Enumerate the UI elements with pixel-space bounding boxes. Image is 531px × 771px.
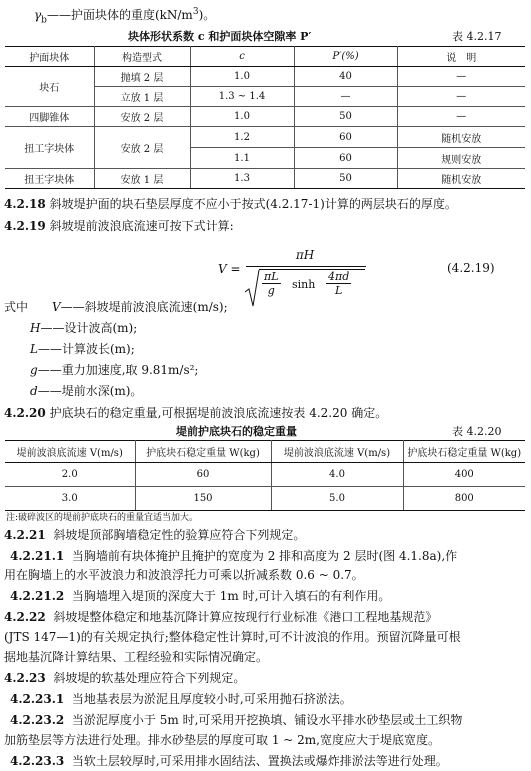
symbol-definition: ——设计波高(m);: [40, 321, 138, 335]
section-text: 斜坡堤顶部胸墙稳定性的验算应符合下列规定。: [53, 528, 306, 542]
table-cell: 抛填 2 层: [94, 67, 190, 87]
table2-note: 注:破碎波区的堤前护底块石的重量宜适当加大。: [6, 513, 199, 523]
table-cell: 1.0: [190, 107, 294, 127]
table-cell: 扭王字块体: [5, 169, 94, 189]
table-cell: 400: [403, 463, 525, 487]
symbol: H: [30, 321, 41, 335]
para-4-2-23: [4, 669, 245, 686]
frac-4pid-over-l: [326, 270, 351, 297]
formula-numerator: [246, 248, 364, 262]
table1-header-c: c: [190, 47, 294, 67]
numerator-text: πH: [295, 248, 315, 262]
section-number: 4.2.21: [4, 528, 46, 542]
equation-number: (4.2.19): [447, 261, 495, 275]
para-continuation: [4, 628, 461, 645]
table-cell: —: [397, 107, 525, 127]
section-number: 4.2.19: [4, 219, 46, 233]
table-cell: 安放 2 层: [94, 107, 190, 127]
table-cell: 随机安放: [397, 127, 525, 148]
section-number: 4.2.20: [4, 406, 46, 420]
table2-title: 堤前护底块石的稳定重量: [176, 425, 297, 438]
table1-header-note: 说 明: [397, 47, 525, 67]
table-cell: 40: [294, 67, 397, 87]
table2-number: 表 4.2.20: [452, 425, 502, 438]
table-cell: 60: [135, 463, 271, 487]
section-4-2-20: [4, 404, 387, 421]
section-text: 当软土层较厚时,可采用排水固结法、置换法或爆炸排淤法等进行处理。: [71, 754, 448, 768]
section-number: 4.2.23.3: [10, 754, 65, 768]
section-number: 4.2.23: [4, 671, 46, 685]
section-text: 护底块石的稳定重量,可根据堤前波浪底流速按表 4.2.20 确定。: [49, 406, 388, 420]
table1-title: 块体形状系数 c 和护面块体空隙率 P′: [128, 30, 312, 43]
symbol-definition: ——重力加速度,取 9.81m/s²;: [37, 363, 199, 377]
superscript-3: 3: [192, 7, 199, 17]
table-cell: 50: [294, 107, 397, 127]
section-number: 4.2.21.1: [10, 549, 65, 563]
para-continuation: [4, 648, 268, 665]
section-text: 当胸墙埋入堤顶的深度大于 1m 时,可计入填石的有利作用。: [71, 589, 391, 603]
table-cell: 安放 1 层: [94, 169, 190, 189]
table-cell: 2.0: [5, 463, 135, 487]
table-cell: 50: [294, 169, 397, 189]
where-item: [52, 298, 228, 315]
section-text: 当淤泥厚度小于 5m 时,可采用开挖换填、铺设水平排水砂垫层或土工织物: [71, 713, 463, 727]
table-cell: 扭工字块体: [5, 127, 94, 169]
table2-header: 护底块石稳定重量 W(kg): [135, 441, 271, 463]
symbol: g: [30, 363, 38, 377]
table-cell: 1.3 ~ 1.4: [190, 87, 294, 107]
table1-header-form: 构造型式: [94, 47, 190, 67]
para-continuation: [4, 731, 440, 748]
frac-den: g: [267, 284, 275, 297]
fraction-bar: [246, 266, 366, 267]
table2-header: 护底块石稳定重量 W(kg): [403, 441, 525, 463]
para-4-2-21-1: [10, 547, 457, 564]
symbol-definition: ——堤前水深(m)。: [37, 384, 143, 398]
symbol: L: [30, 342, 38, 356]
table-cell: 随机安放: [397, 169, 525, 189]
symbol-definition: ——斜坡堤前波浪底流速(m/s);: [60, 300, 228, 314]
table-cell: 1.3: [190, 169, 294, 189]
table-4-2-20: [5, 440, 525, 511]
table-cell: 1.2: [190, 127, 294, 148]
para-4-2-23-3: [10, 752, 448, 769]
table1-header-block: 护面块体: [5, 47, 94, 67]
where-item: [30, 340, 135, 357]
table-cell: 立放 1 层: [94, 87, 190, 107]
table-cell: 800: [403, 487, 525, 511]
frac-pi-l-over-g: [262, 270, 281, 297]
symbol: V: [52, 300, 61, 314]
para-4-2-23-1: [10, 690, 352, 707]
frac-num: πL: [264, 270, 279, 283]
section-text: 加筋垫层等方法进行处理。排水砂垫层的厚度可取 1 ~ 2m,宽度应大于堤底宽度。: [4, 733, 440, 747]
table-cell: 5.0: [271, 487, 403, 511]
para-continuation: [4, 566, 364, 583]
section-number: 4.2.23.1: [10, 692, 65, 706]
table-cell: 块石: [5, 67, 94, 107]
where-item: [30, 361, 198, 378]
gamma-b-definition: [34, 6, 215, 25]
section-4-2-18: [4, 195, 457, 212]
table-cell: 150: [135, 487, 271, 511]
table-cell: 1.0: [190, 67, 294, 87]
symbol-gamma: γ: [34, 8, 42, 22]
table-cell: —: [294, 87, 397, 107]
formula-lhs: V =: [218, 262, 241, 276]
table-cell: —: [397, 87, 525, 107]
table-cell: 四脚锥体: [5, 107, 94, 127]
definition-text: ——护面块体的重度(kN/m: [46, 8, 193, 22]
section-number: 4.2.18: [4, 197, 46, 211]
frac-den: L: [334, 284, 343, 297]
table-cell: 安放 2 层: [94, 127, 190, 169]
definition-tail: )。: [198, 8, 216, 22]
table2-header: 堤前波浪底流速 V(m/s): [271, 441, 403, 463]
section-text: (JTS 147—1)的有关规定执行;整体稳定性计算时,可不计波浪的作用。预留沉降量可根: [4, 630, 461, 644]
table-cell: 4.0: [271, 463, 403, 487]
section-text: 斜坡堤护面的块石垫层厚度不应小于按式(4.2.17-1)计算的两层块石的厚度。: [49, 197, 457, 211]
sinh-text: sinh: [292, 278, 316, 291]
section-number: 4.2.22: [4, 610, 46, 624]
table1-number: 表 4.2.17: [452, 30, 502, 43]
para-4-2-22: [4, 608, 437, 625]
table-cell: 3.0: [5, 487, 135, 511]
where-lead: 式中: [4, 300, 29, 314]
subscript-b: b: [41, 15, 47, 26]
section-text: 斜坡堤前波浪底流速可按下式计算:: [49, 219, 234, 233]
section-number: 4.2.23.2: [10, 713, 65, 727]
section-text: 斜坡堤的软基处理应符合下列规定。: [53, 671, 246, 685]
table2-header: 堤前波浪底流速 V(m/s): [5, 441, 135, 463]
para-4-2-21-2: [10, 587, 390, 604]
table-cell: —: [397, 67, 525, 87]
table-cell: 规则安放: [397, 148, 525, 169]
frac-num: 4πd: [328, 270, 350, 283]
section-text: 当地基表层为淤泥且厚度较小时,可采用抛石挤淤法。: [71, 692, 352, 706]
symbol: d: [30, 384, 38, 398]
section-text: 斜坡堤整体稳定和地基沉降计算应按现行行业标准《港口工程地基规范》: [53, 610, 438, 624]
section-text: 据地基沉降计算结果、工程经验和实际情况确定。: [4, 650, 269, 664]
section-number: 4.2.21.2: [10, 589, 65, 603]
symbol-definition: ——计算波长(m);: [37, 342, 135, 356]
where-item: [30, 382, 142, 399]
para-4-2-21: [4, 526, 305, 543]
table1-header-p: P′(%): [294, 47, 397, 67]
section-text: 用在胸墙上的水平波浪力和波浪浮托力可乘以折减系数 0.6 ~ 0.7。: [4, 568, 364, 582]
table-cell: 1.1: [190, 148, 294, 169]
para-4-2-23-2: [10, 711, 462, 728]
table-cell: 60: [294, 127, 397, 148]
sqrt-icon: [244, 268, 260, 308]
table-4-2-17: [5, 46, 525, 189]
where-item: [30, 319, 137, 336]
table-cell: 60: [294, 148, 397, 169]
section-text: 当胸墙前有块体掩护且掩护的宽度为 2 排和高度为 2 层时(图 4.1.8a),作: [71, 549, 458, 563]
section-4-2-19: [4, 217, 234, 234]
